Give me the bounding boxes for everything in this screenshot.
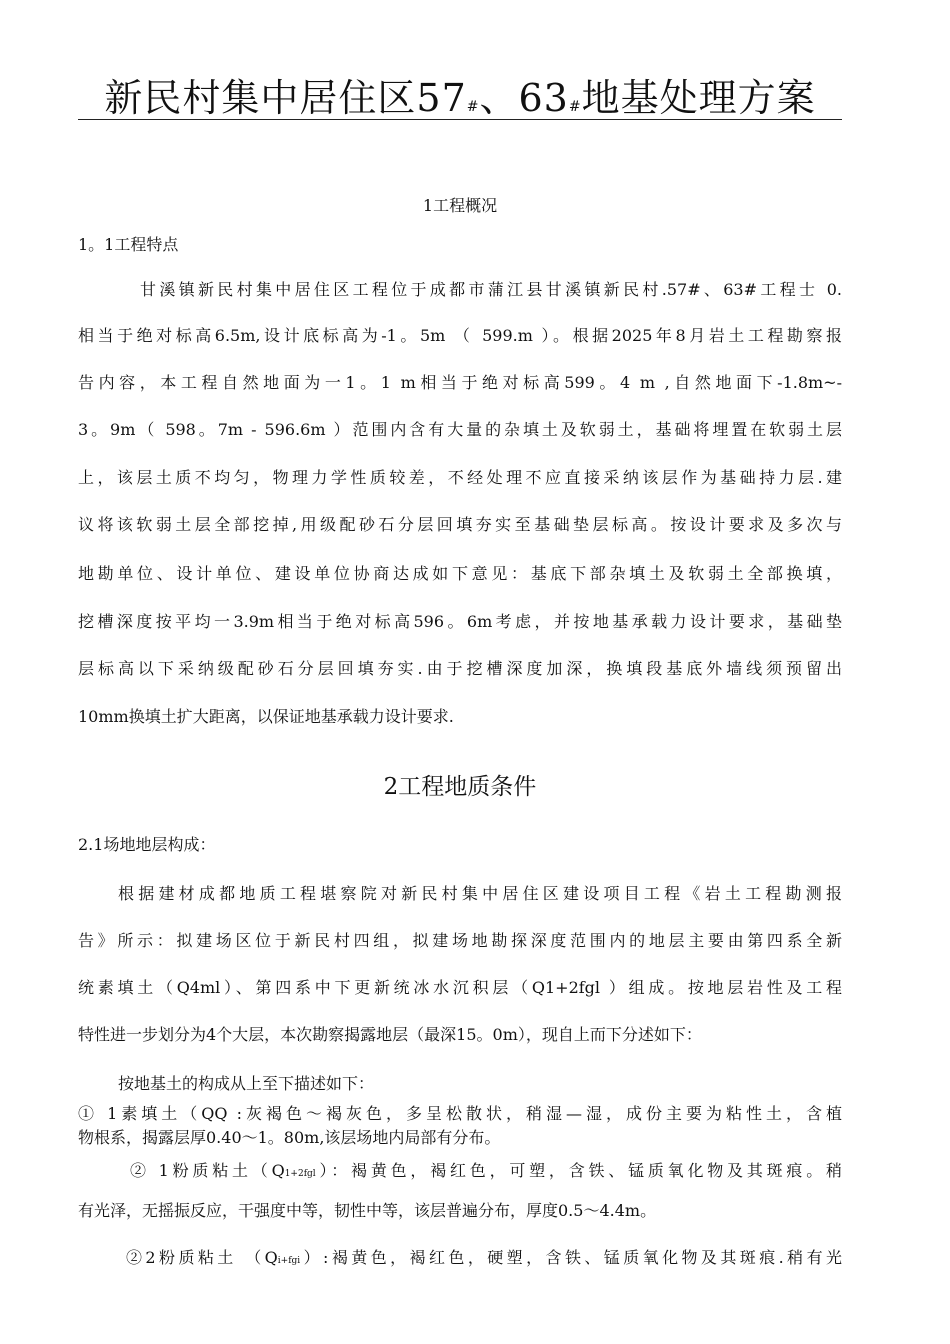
section-1-heading: 1工程概况: [422, 196, 498, 215]
section-1-1-heading: 1。1工程特点: [78, 235, 179, 254]
paragraph-line: 地勘单位、设计单位、建设单位协商达成如下意见：基底下部杂填土及软弱土全部换填，: [78, 564, 842, 583]
title-text-part2: 、63: [479, 76, 569, 120]
section-2-heading: 2工程地质条件: [383, 774, 537, 800]
layer-item-3-subscript: i+fgi: [277, 1256, 301, 1266]
paragraph-line: 上，该层土质不均匀，物理力学性质较差，不经处理不应直接采纳该层作为基础持力层.建: [78, 468, 842, 487]
layer-item-2-line2: 有光泽，无摇振反应，干强度中等，韧性中等，该层普遍分布，厚度0.5〜4.4m。: [78, 1201, 657, 1220]
paragraph-line: 统素填土（Q4ml）、第四系中下更新统冰水沉积层（Q1+2fgl ）组成。按地层岩性及工程: [78, 978, 842, 997]
section-2-1-heading: 2.1场地地层构成：: [78, 835, 216, 854]
layer-item-1-line1: ① 1素填土（QQ :灰褐色〜褐灰色，多呈松散状，稍湿—湿，成份主要为粘性土，含植: [78, 1104, 842, 1123]
layer-item-2-prefix: ② 1粉质粘土（Q: [130, 1161, 285, 1180]
paragraph-line: 挖槽深度按平均一3.9m相当于绝对标高596。6m考虑，并按地基承载力设计要求，基础垫: [78, 612, 842, 631]
layer-item-2-line1: [130, 1158, 842, 1181]
layer-item-3-line1: [126, 1245, 842, 1268]
layer-item-1-line2: 物根系，揭露层厚0.40〜1。80m,该层场地内局部有分布。: [78, 1128, 501, 1147]
title-text-part1: 新民村集中居住区57: [104, 76, 467, 120]
layer-item-2-rest: ）：褐黄色，褐红色，可塑，含铁、锰质氧化物及其斑痕。稍: [315, 1161, 842, 1180]
paragraph-line: 3。9m（ 598。7m - 596.6m ）范围内含有大量的杂填土及软弱土，基础将埋置在软弱土层: [78, 420, 842, 439]
paragraph-line: 议将该软弱土层全部挖掉,用级配砂石分层回填夯实至基础垫层标高。按设计要求及多次与: [78, 515, 842, 534]
layer-item-3-prefix: ②2粉质粘土 （Q: [126, 1248, 278, 1267]
layer-item-2-subscript: 1+2fgl: [284, 1169, 316, 1179]
paragraph-line: 告》所示：拟建场区位于新民村四组，拟建场地勘探深度范围内的地层主要由第四系全新: [78, 931, 842, 950]
title-mark-2: #: [568, 99, 582, 115]
paragraph-line: 10mm换填土扩大距离，以保证地基承载力设计要求.: [78, 707, 454, 726]
title-mark-1: #: [466, 99, 480, 115]
paragraph-line: 层标高以下采纳级配砂石分层回填夯实.由于挖槽深度加深，换填段基底外墙线须预留出: [78, 659, 842, 678]
layer-description-intro: 按地基土的构成从上至下描述如下：: [118, 1074, 375, 1093]
document-title: [78, 70, 842, 135]
title-underline: [78, 119, 842, 120]
paragraph-line: 甘溪镇新民村集中居住区工程位于成都市蒲江县甘溪镇新民村.57#、63#工程士 0.: [140, 280, 842, 299]
paragraph-line: 告内容，本工程自然地面为一1。1 m相当于绝对标高599。4 m ,自然地面下-1.8m~-: [78, 373, 842, 392]
paragraph-line: 相当于绝对标高6.5m,设计底标高为-1。5m （ 599.m ）。根据2025年8月岩土工程勘察报: [78, 326, 842, 345]
paragraph-line: 根据建材成都地质工程堪察院对新民村集中居住区建设项目工程《岩土工程勘测报: [118, 884, 842, 903]
layer-item-3-rest: ）:褐黄色，褐红色，硬塑，含铁、锰质氧化物及其斑痕.稍有光: [300, 1248, 842, 1267]
title-text-part3: 地基处理方案: [581, 76, 816, 120]
paragraph-line: 特性进一步划分为4个大层，本次勘察揭露地层（最深15。0m），现自上而下分述如下：: [78, 1025, 702, 1044]
